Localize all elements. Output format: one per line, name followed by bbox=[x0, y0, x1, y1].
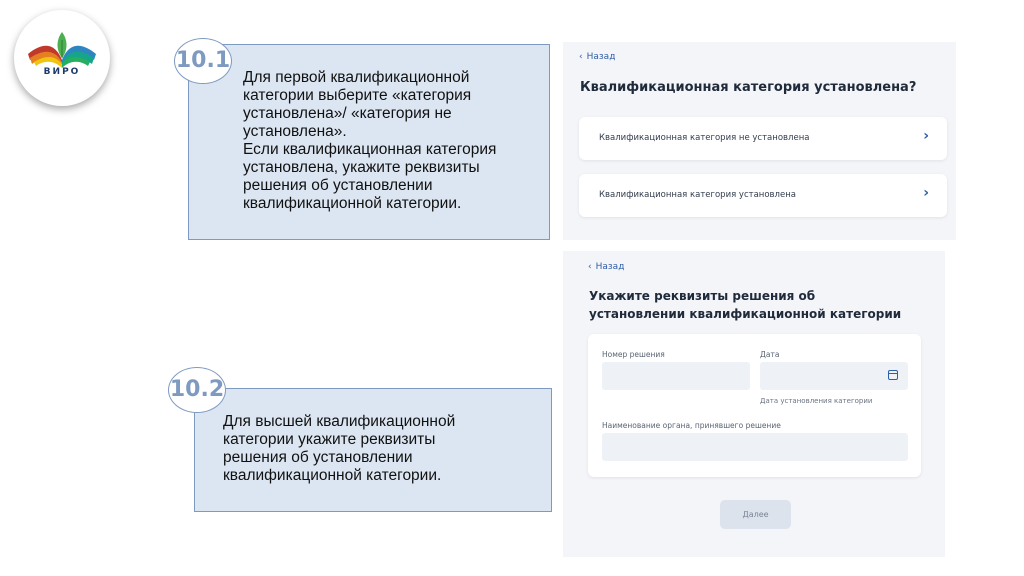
date-input[interactable] bbox=[760, 362, 908, 390]
calendar-icon[interactable] bbox=[888, 370, 898, 380]
chevron-left-icon: ‹ bbox=[588, 262, 592, 272]
instruction-box-step-2 bbox=[194, 388, 552, 512]
back-label: Назад bbox=[586, 52, 616, 62]
option-label: Квалификационная категория не установлена bbox=[599, 133, 810, 143]
screen-decision-details bbox=[563, 251, 945, 557]
org-name-input[interactable] bbox=[602, 433, 908, 461]
screen-category-question bbox=[563, 42, 956, 240]
option-category-set[interactable] bbox=[579, 174, 947, 217]
back-link[interactable] bbox=[579, 52, 615, 62]
back-label: Назад bbox=[595, 262, 625, 272]
instruction-text-step-2: Для высшей квалификационной категории укажите реквизиты решения об установлении квалификационной категории. bbox=[223, 413, 456, 484]
option-category-not-set[interactable] bbox=[579, 117, 947, 160]
logo-text: ВИРО bbox=[43, 67, 81, 77]
decision-number-label: Номер решения bbox=[602, 350, 665, 359]
decision-number-input[interactable] bbox=[602, 362, 750, 390]
back-link[interactable] bbox=[588, 262, 624, 272]
next-button[interactable]: Далее bbox=[720, 500, 791, 529]
step-badge-1: 10.1 bbox=[174, 38, 232, 84]
step-badge-2: 10.2 bbox=[168, 367, 226, 413]
option-label: Квалификационная категория установлена bbox=[599, 190, 796, 200]
screen-title: Квалификационная категория установлена? bbox=[580, 80, 917, 95]
logo-book-icon bbox=[14, 10, 110, 106]
org-name-label: Наименование органа, принявшего решение bbox=[602, 421, 781, 430]
screen-title: Укажите реквизиты решения об установлении квалификационной категории bbox=[589, 289, 902, 321]
chevron-right-icon: › bbox=[923, 185, 929, 201]
chevron-left-icon: ‹ bbox=[579, 52, 583, 62]
viro-logo bbox=[14, 10, 110, 106]
chevron-right-icon: › bbox=[923, 128, 929, 144]
date-hint: Дата установления категории bbox=[760, 397, 873, 405]
instruction-text-step-1: Для первой квалификационной категории выберите «категория установлена»/ «категория не установлена». Если квалификационная категория установлена, укажите реквизиты решения об установлении квалификационной категории. bbox=[243, 69, 497, 212]
date-label: Дата bbox=[760, 350, 780, 359]
decision-form bbox=[588, 334, 921, 477]
instruction-box-step-1 bbox=[188, 44, 550, 240]
